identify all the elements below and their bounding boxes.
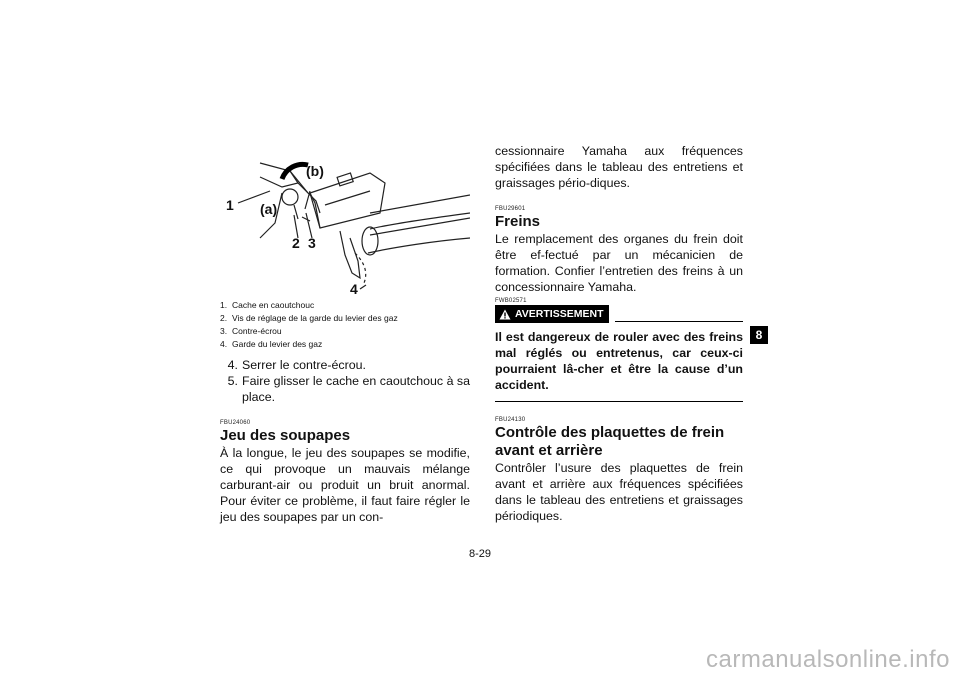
left-column	[220, 143, 470, 525]
section-code: FBU24060	[220, 420, 251, 426]
watermark: carmanualsonline.info	[706, 646, 950, 673]
warning-rule	[615, 321, 743, 322]
section-body-soupapes: À la longue, le jeu des soupapes se modifie, ce qui provoque un mauvais mélange carburant-air ou produit un bruit anormal. Pour éviter ce problème, il faut faire régler le jeu des soupapes par un con-	[220, 446, 470, 524]
section-body-freins: Le remplacement des organes du frein doit être ef-fectué par un mécanicien de formation. Confier l’entretien des freins à un concessionnaire Yamaha.	[495, 232, 743, 294]
throttle-lever-figure	[220, 143, 470, 295]
caption-item: 2. Vis de réglage de la garde du levier des gaz	[220, 313, 398, 323]
section-code: FBU29601	[495, 206, 526, 212]
section-title-soupapes: Jeu des soupapes	[220, 427, 351, 444]
figure-captions	[220, 299, 470, 351]
step-item: 4. Serrer le contre-écrou.	[227, 358, 366, 372]
warning-code: FWB02571	[495, 298, 527, 304]
figure-label-4: 4	[350, 281, 358, 297]
caption-item: 3. Contre-écrou	[220, 326, 282, 336]
page-number: 8-29	[468, 548, 492, 560]
warning-header	[495, 305, 743, 323]
figure-label-3: 3	[308, 235, 316, 251]
procedure-steps	[220, 357, 470, 405]
warning-triangle-icon	[499, 309, 511, 320]
warning-label: AVERTISSEMENT	[515, 308, 604, 320]
figure-label-a: (a)	[260, 201, 278, 217]
chapter-tab: 8	[750, 326, 768, 344]
step-item: 5. Faire glisser le cache en caoutchouc à sa place.	[227, 374, 470, 404]
caption-item: 1. Cache en caoutchouc	[220, 300, 315, 310]
section-body-plaquettes: Contrôler l’usure des plaquettes de frein avant et arrière aux fréquences spécifiées dans le tableau des entretiens et graissages périodiques.	[495, 461, 743, 523]
warning-end-rule	[495, 401, 743, 402]
caption-item: 4. Garde du levier des gaz	[220, 339, 323, 349]
section-title-plaquettes: Contrôle des plaquettes de frein avant et arrière	[495, 424, 725, 459]
figure-label-1: 1	[226, 197, 234, 213]
figure-label-b: (b)	[306, 163, 324, 179]
handlebar-illustration	[220, 143, 470, 295]
right-column	[495, 143, 743, 524]
warning-text: Il est dangereux de rouler avec des freins mal réglés ou entretenus, car ceux-ci pourraient lâ-cher et être la cause d’un accident.	[495, 330, 743, 392]
figure-label-2: 2	[292, 235, 300, 251]
section-title-freins: Freins	[495, 213, 541, 230]
section-code: FBU24130	[495, 417, 526, 423]
continued-paragraph: cessionnaire Yamaha aux fréquences spécifiées dans le tableau des entretiens et graissages pério-diques.	[495, 144, 743, 190]
warning-badge	[495, 305, 609, 323]
